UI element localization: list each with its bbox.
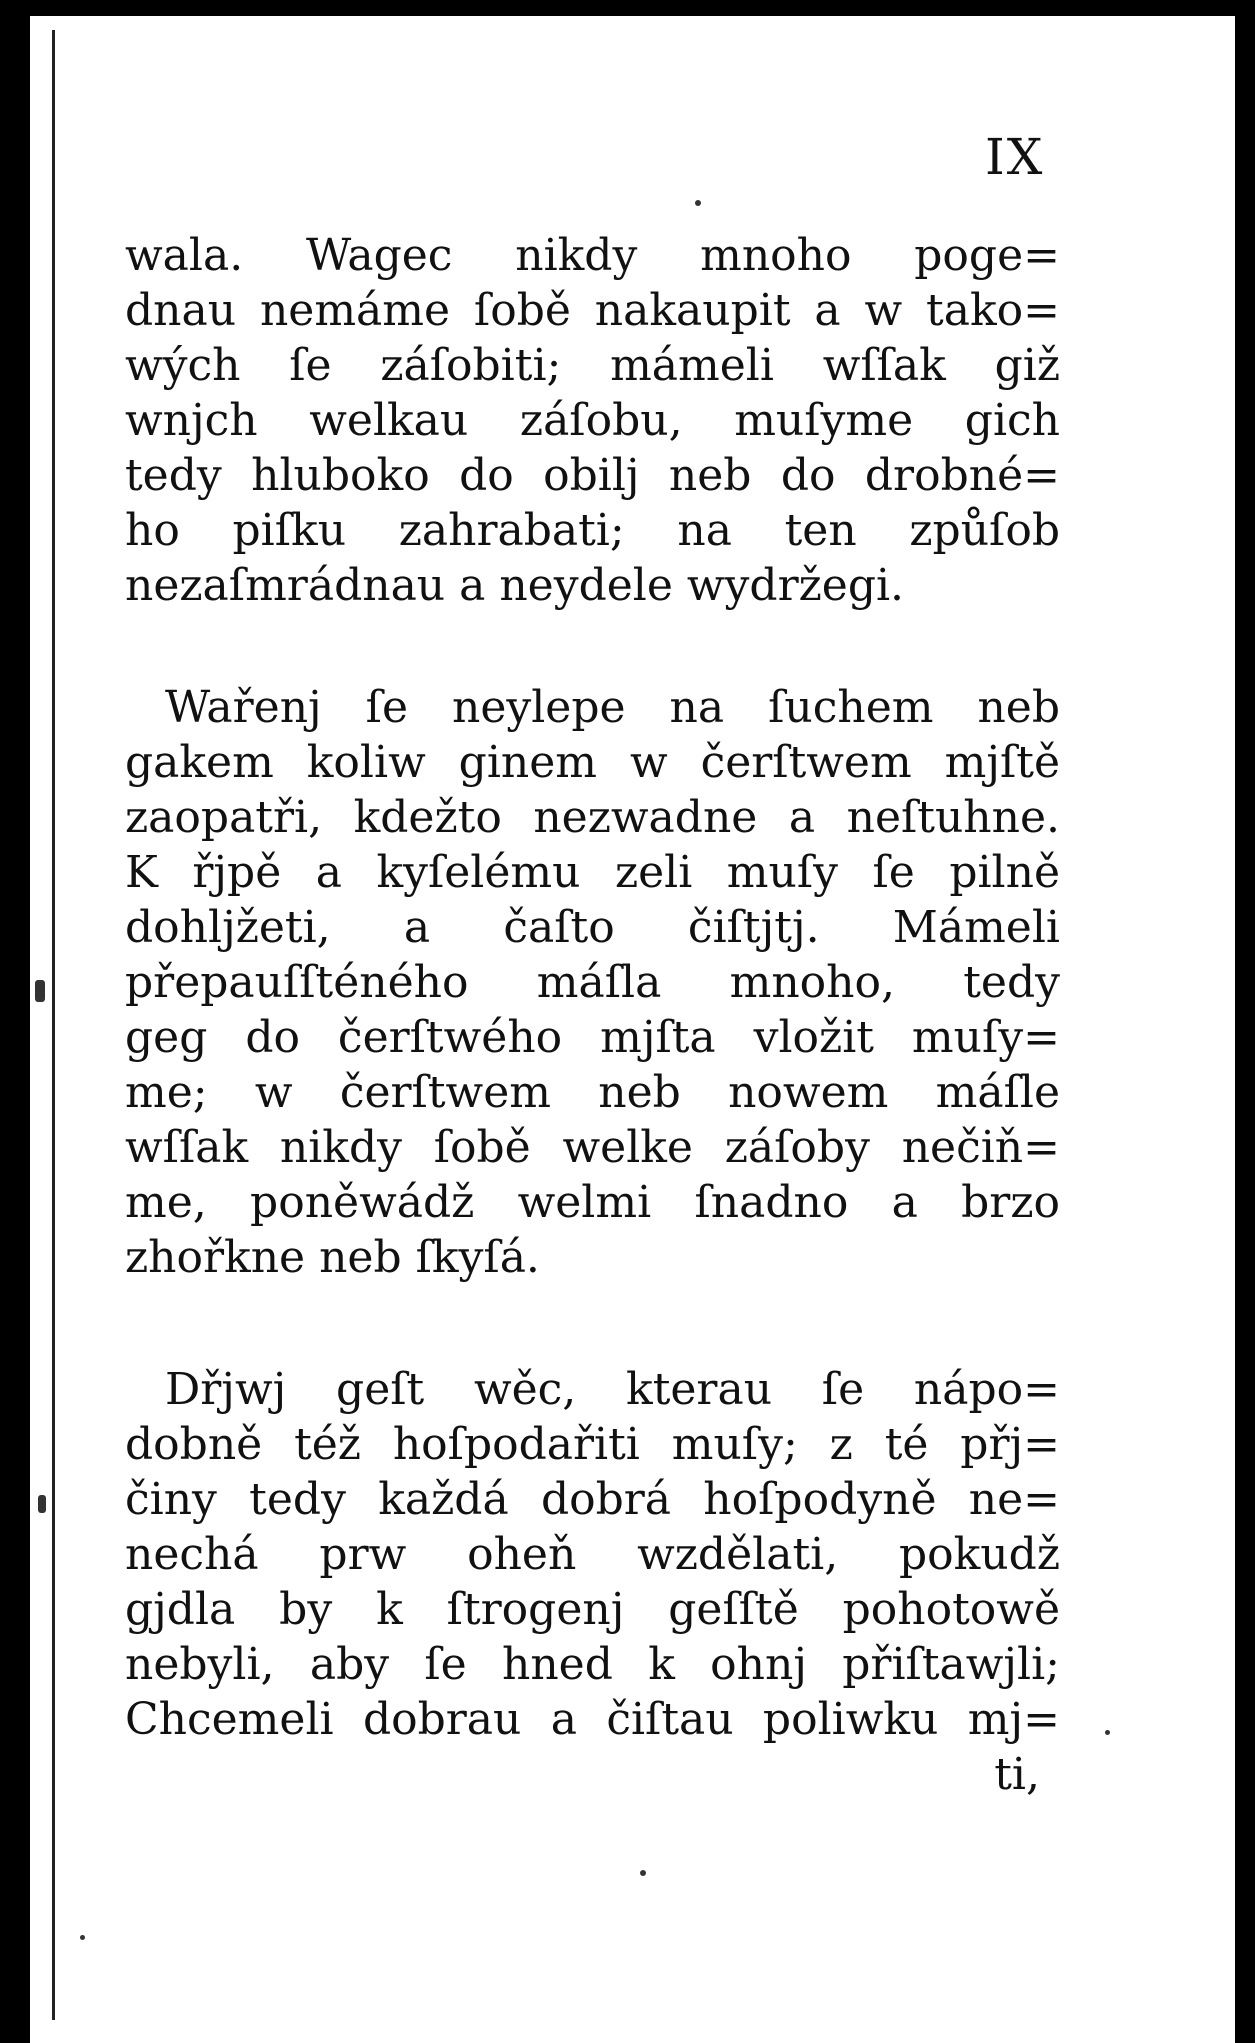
text-line: wých ſe záſobiti; mámeli wſſak giž [125,340,1060,391]
paper-speck [640,1870,646,1876]
text-line: wſſak nikdy ſobě welke záſoby nečiň= [125,1122,1060,1173]
page-number: IX [985,128,1045,186]
text-line: Wařenj ſe neylepe na ſuchem neb [165,682,1060,733]
scan-border-left [0,0,30,2043]
text-line: nezaſmrádnau a neydele wydržegi. [125,560,905,611]
paper-speck [80,1935,85,1940]
text-line: přepauſſténého máſla mnoho, tedy [125,957,1060,1008]
text-line: dnau nemáme ſobě nakaupit a w tako= [125,285,1060,336]
text-line: dohljžeti, a čaſto čiſtjtj. Mámeli [125,902,1060,953]
paper-speck [1105,1730,1110,1735]
paper-speck [38,1495,46,1513]
text-line: K řjpě a kyſelému zeli muſy ſe pilně [125,847,1060,898]
text-line: ho piſku zahrabati; na ten způſob [125,505,1060,556]
text-line: wala. Wagec nikdy mnoho poge= [125,230,1060,281]
text-line: me, poněwádž welmi ſnadno a brzo [125,1177,1060,1228]
text-line: Chcemeli dobrau a čiſtau poliwku mj= [125,1694,1060,1745]
text-line: činy tedy každá dobrá hoſpodyně ne= [125,1474,1060,1525]
scan-border-right [1235,0,1255,2043]
paper-speck [35,980,45,1002]
text-line: gjdla by k ſtrogenj geſſtě pohotowě [125,1584,1060,1635]
paper-speck [695,200,701,206]
text-line: zaopatři, kdežto nezwadne a neſtuhne. [125,792,1060,843]
text-line: Dřjwj geſt wěc, kterau ſe nápo= [165,1364,1060,1415]
scan-border-top [0,0,1255,16]
paragraph-3 [125,1362,1060,1802]
text-line: tedy hluboko do obilj neb do drobné= [125,450,1060,501]
catchword: ti, [994,1749,1040,1800]
text-line: nechá prw oheň wzdělati, pokudž [125,1529,1060,1580]
paragraph-1 [125,228,1060,613]
paragraph-2 [125,680,1060,1285]
text-line: nebyli, aby ſe hned k ohnj přiſtawjli; [125,1639,1060,1690]
text-line: zhořkne neb ſkyſá. [125,1232,540,1283]
text-line: geg do čerſtwého mjſta vložit muſy= [125,1012,1060,1063]
binding-line [52,30,55,2020]
text-line: wnjch welkau záſobu, muſyme gich [125,395,1060,446]
text-line: dobně též hoſpodařiti muſy; z té přj= [125,1419,1060,1470]
text-line: me; w čerſtwem neb nowem máſle [125,1067,1060,1118]
text-line: gakem koliw ginem w čerſtwem mjſtě [125,737,1060,788]
